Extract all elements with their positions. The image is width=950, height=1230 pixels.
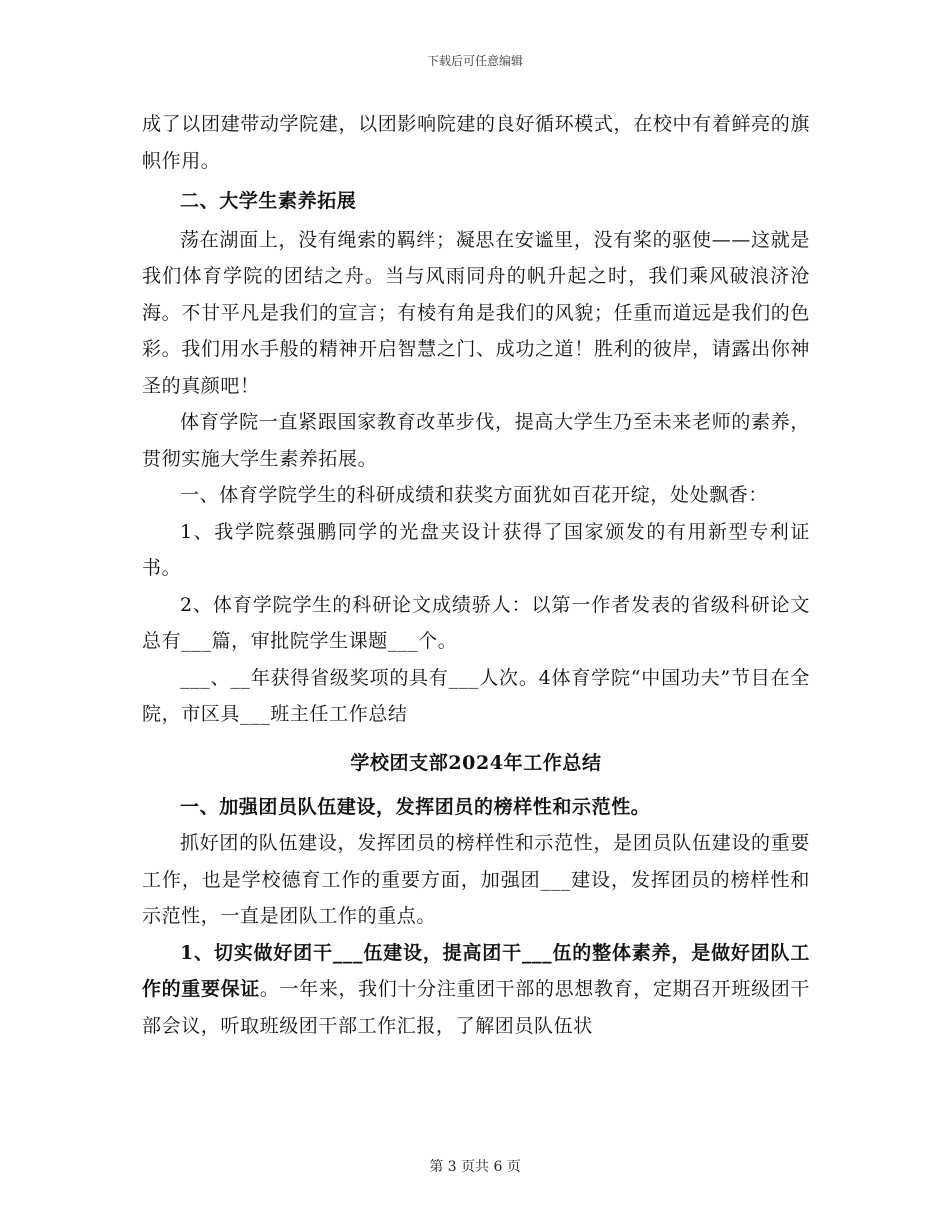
list-item-patent: 1、我学院蔡强鹏同学的光盘夹设计获得了国家颁发的有用新型专利证书。 xyxy=(142,520,810,579)
paragraph-team-building: 抓好团的队伍建设，发挥团员的榜样性和示范性，是团员队伍建设的重要工作，也是学校德育工作的重要方面，加强团___建设，发挥团员的榜样性和示范性，一直是团队工作的重点。 xyxy=(142,832,810,927)
page-header: 下载后可任意编辑 xyxy=(426,54,523,68)
part-heading-1: 一、加强团员队伍建设，发挥团员的榜样性和示范性。 xyxy=(180,795,651,818)
paragraph-reform: 体育学院一直紧跟国家教育改革步伐，提高大学生乃至未来老师的素养，贯彻实施大学生素养拓展。 xyxy=(142,411,810,470)
paragraph-boat: 荡在湖面上，没有绳索的羁绊；凝思在安谧里，没有桨的驱使——这就是我们体育学院的团结之舟。当与风雨同舟的帆升起之时，我们乘风破浪济沧海。不甘平凡是我们的宣言；有棱有角是我们的风貌；任重而道远是我们的色彩。我们用水手般的精神开启智慧之门、成功之道！胜利的彼岸，请露出你神圣的真颜吧！ xyxy=(142,228,810,397)
paragraph-continuation: 成了以团建带动学院建，以团影响院建的良好循环模式，在校中有着鲜亮的旗帜作用。 xyxy=(142,113,810,172)
list-item-papers: 2、体育学院学生的科研论文成绩骄人：以第一作者发表的省级科研论文总有___篇，审批院学生课题___个。 xyxy=(142,593,810,652)
cadre-rest: 。一年来，我们十分注重团干部的思想教育，定期召开班级团干部会议，听取班级团干部工作汇报，了解团员队伍状 xyxy=(142,978,810,1037)
paragraph-cadre xyxy=(142,935,810,1045)
paragraph-research-intro: 一、体育学院学生的科研成绩和获奖方面犹如百花开绽，处处飘香： xyxy=(180,484,769,506)
section-heading-2: 二、大学生素养拓展 xyxy=(180,190,357,212)
cadre-bold-lead: 1、切实做好团干___伍建设，提高团干___伍的整体素养，是做好团队工作的重要保证 xyxy=(142,941,810,1000)
document-body xyxy=(142,106,810,1044)
page-footer: 第 3 页共 6 页 xyxy=(429,1159,521,1175)
paragraph-awards: ___、__年获得省级奖项的具有___人次。4体育学院“中国功夫”节目在全院，市区具___班主任工作总结 xyxy=(142,666,810,725)
document-title: 学校团支部2024年工作总结 xyxy=(350,751,602,774)
